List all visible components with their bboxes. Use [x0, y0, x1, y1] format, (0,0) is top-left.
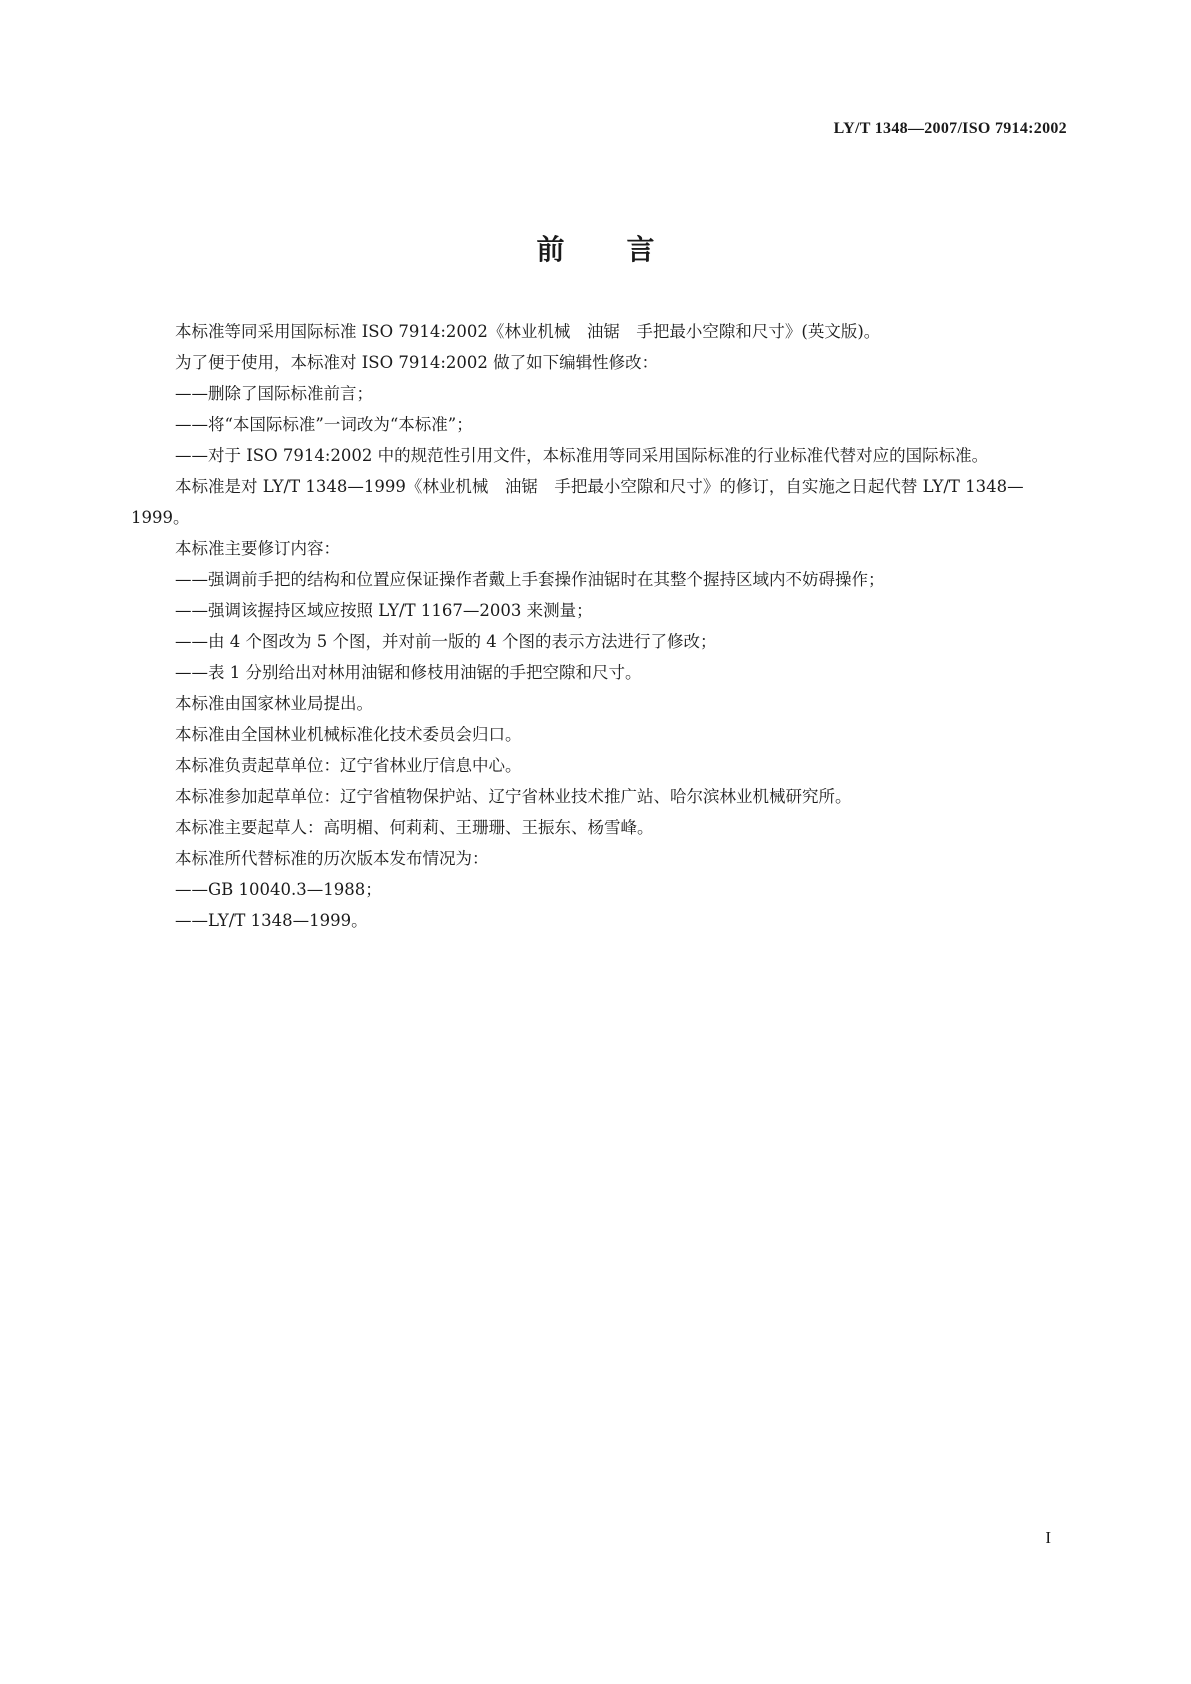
title-char-2: 言: [626, 233, 655, 266]
dash-list-item: ——由 4 个图改为 5 个图，并对前一版的 4 个图的表示方法进行了修改；: [175, 632, 717, 651]
dash-list-item: ——表 1 分别给出对林用油锯和修枝用油锯的手把空隙和尺寸。: [175, 663, 642, 682]
paragraph: 本标准所代替标准的历次版本发布情况为：: [175, 849, 489, 868]
foreword-body: [131, 316, 1067, 936]
paragraph: 本标准主要起草人：高明楣、何莉莉、王珊珊、王振东、杨雪峰。: [175, 818, 654, 837]
paragraph: 本标准主要修订内容：: [175, 539, 340, 558]
dash-list-item: ——对于 ISO 7914:2002 中的规范性引用文件，本标准用等同采用国际标准的行业标准代替对应的国际标准。: [175, 446, 989, 465]
paragraph: 为了便于使用，本标准对 ISO 7914:2002 做了如下编辑性修改：: [175, 353, 659, 372]
dash-list-item: ——强调前手把的结构和位置应保证操作者戴上手套操作油锯时在其整个握持区域内不妨碍操作；: [175, 570, 885, 589]
dash-list-item: ——删除了国际标准前言；: [175, 384, 373, 403]
dash-list-item: ——LY/T 1348—1999。: [175, 911, 368, 930]
paragraph: 本标准等同采用国际标准 ISO 7914:2002《林业机械 油锯 手把最小空隙和尺寸》(英文版)。: [175, 322, 881, 341]
dash-list-item: ——GB 10040.3—1988；: [175, 880, 382, 899]
paragraph: 本标准参加起草单位：辽宁省植物保护站、辽宁省林业技术推广站、哈尔滨林业机械研究所。: [175, 787, 852, 806]
page-title: [0, 228, 1191, 268]
paragraph: 本标准由全国林业机械标准化技术委员会归口。: [175, 725, 522, 744]
paragraph: 本标准是对 LY/T 1348—1999《林业机械 油锯 手把最小空隙和尺寸》的修订，自实施之日起代替 LY/T 1348—1999。: [131, 477, 1024, 527]
paragraph: 本标准由国家林业局提出。: [175, 694, 373, 713]
paragraph: 本标准负责起草单位：辽宁省林业厅信息中心。: [175, 756, 522, 775]
page-number: I: [1045, 1528, 1051, 1547]
dash-list-item: ——强调该握持区域应按照 LY/T 1167—2003 来测量；: [175, 601, 593, 620]
standard-code-header: LY/T 1348—2007/ISO 7914:2002: [833, 120, 1067, 137]
title-char-1: 前: [536, 233, 565, 266]
dash-list-item: ——将“本国际标准”一词改为“本标准”；: [175, 415, 473, 434]
